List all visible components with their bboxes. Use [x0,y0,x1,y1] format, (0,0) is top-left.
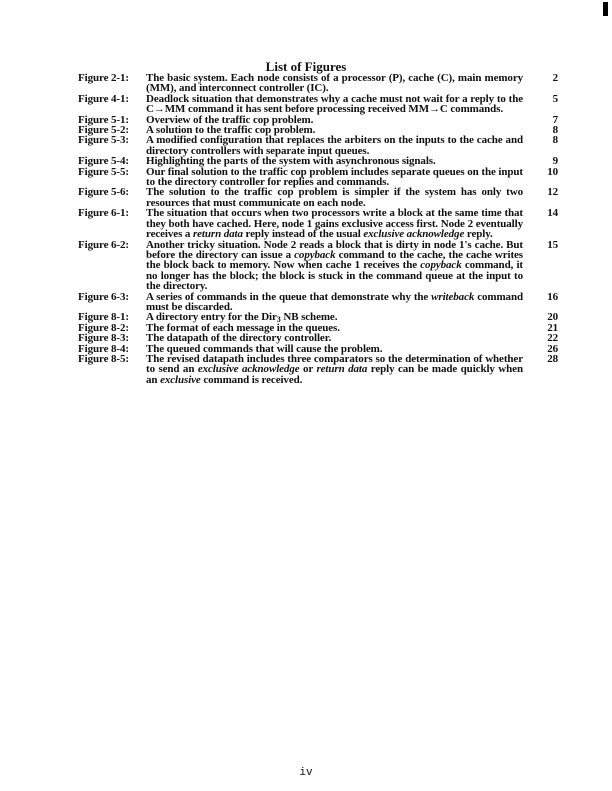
figure-label: Figure 5-3: [78,134,129,147]
caption-text: command must be discarded. [146,290,523,313]
caption-text: The revised datapath includes three comparators so the determination of whether to send an [146,352,523,376]
caption-emphasis: return data [316,363,368,376]
caption-text: reply can be made quickly when an [146,363,523,386]
caption-text: reply instead of the usual [242,228,364,241]
caption-text: The basic system. Each node consists of a processor (P), cache (C), main memory (MM), and interconnect controller (IC). [146,72,523,95]
figure-caption [146,208,523,239]
figure-caption [146,94,523,115]
page-number-footer: iv [299,767,313,779]
figure-label: Figure 8-4: [78,342,129,355]
figure-caption [146,167,523,188]
figure-caption [146,187,523,208]
caption-text: reply. [464,228,493,241]
caption-emphasis: exclusive acknowledge [363,228,465,241]
caption-text: The datapath of the directory controller. [146,332,332,345]
caption-text: or [299,363,317,376]
figure-entry [78,354,558,385]
caption-text: command to the cache, the cache writes the block back to memory. Now when cache 1 receives the [146,248,523,272]
figure-page-number: 22 [547,332,558,345]
figure-entry [78,94,558,115]
figure-entry [78,240,558,292]
caption-emphasis: copyback [294,248,336,261]
caption-text: Overview of the traffic cop problem. [146,113,314,126]
figure-caption [146,292,523,313]
figure-page-number: 10 [547,165,558,178]
figure-label: Figure 8-5: [78,352,129,365]
figure-label: Figure 5-4: [78,155,129,168]
figure-caption [146,240,523,292]
figure-page-number: 12 [547,186,558,199]
caption-text: Highlighting the parts of the system with asynchronous signals. [146,155,436,168]
figure-page-number: 8 [552,134,558,147]
caption-text: Our final solution to the traffic cop problem includes separate queues on the input to the directory controller for replies and commands. [146,165,523,189]
figure-page-number: 5 [552,92,558,105]
figure-page-number: 9 [552,155,558,168]
scan-edge-mark [603,2,608,16]
figure-page-number: 2 [552,72,558,84]
caption-emphasis: exclusive acknowledge [197,363,300,376]
figure-label: Figure 6-1: [78,207,129,220]
figure-entry [78,167,558,188]
figure-entry [78,73,558,94]
caption-text: Another tricky situation. Node 2 reads a block that is dirty in node 1's cache. But before the directory can issue a [146,238,523,261]
figure-label: Figure 8-1: [78,311,129,324]
caption-emphasis: writeback [431,290,475,303]
figure-entry [78,208,558,239]
figure-page-number: 8 [552,124,558,137]
figure-label: Figure 8-3: [78,332,129,345]
figure-label: Figure 6-3: [78,290,129,303]
figure-entry [78,187,558,208]
caption-emphasis: exclusive [160,373,201,386]
figure-page-number: 7 [552,113,558,126]
figure-page-number: 14 [547,207,558,220]
caption-text: The queued commands that will cause the problem. [146,342,383,355]
caption-text: NB scheme. [280,311,338,324]
figure-label: Figure 5-6: [78,186,129,199]
caption-text: The situation that occurs when two processors write a block at the same time that they both have cached. Here, node 1 gains exclusive access first. Node 2 eventually receives a [146,207,523,241]
figure-caption [146,135,523,156]
figure-page-number: 20 [547,311,558,324]
caption-text: command, it no longer has the block; the block is stuck in the command queue at the input to the directory. [146,259,523,293]
figure-label: Figure 5-2: [78,124,129,137]
figure-list [78,73,558,385]
caption-text: The solution to the traffic cop problem is simpler if the system has only two resources that must communicate on each node. [146,186,523,209]
caption-text: A modified configuration that replaces the arbiters on the inputs to the cache and directory controllers with separate input queues. [146,134,523,157]
figure-page-number: 28 [547,352,558,365]
caption-text: A solution to the traffic cop problem. [146,124,316,137]
figure-label: Figure 2-1: [78,72,129,84]
figure-page-number: 21 [547,321,558,334]
figure-entry [78,135,558,156]
figure-page-number: 16 [547,290,558,303]
figure-caption [146,73,523,94]
figure-label: Figure 8-2: [78,321,129,334]
figure-label: Figure 5-5: [78,165,129,178]
caption-text: A directory entry for the Dir [146,311,277,324]
figure-page-number: 26 [547,342,558,355]
figure-caption [146,354,523,385]
caption-text: command is received. [200,373,303,386]
figure-label: Figure 4-1: [78,92,129,105]
page-title: List of Figures [265,59,347,74]
figure-entry [78,292,558,313]
caption-text: The format of each message in the queues. [146,321,340,334]
figure-label: Figure 5-1: [78,113,129,126]
caption-text: A series of commands in the queue that demonstrate why the [146,290,432,303]
figure-page-number: 15 [547,238,558,251]
caption-emphasis: return data [192,228,243,241]
caption-emphasis: copyback [420,259,462,272]
figure-label: Figure 6-2: [78,238,129,251]
caption-text: Deadlock situation that demonstrates why a cache must not wait for a reply to the C→MM command it has sent before processing received MM→C commands. [146,92,523,116]
caption-text: 3 [276,315,281,325]
